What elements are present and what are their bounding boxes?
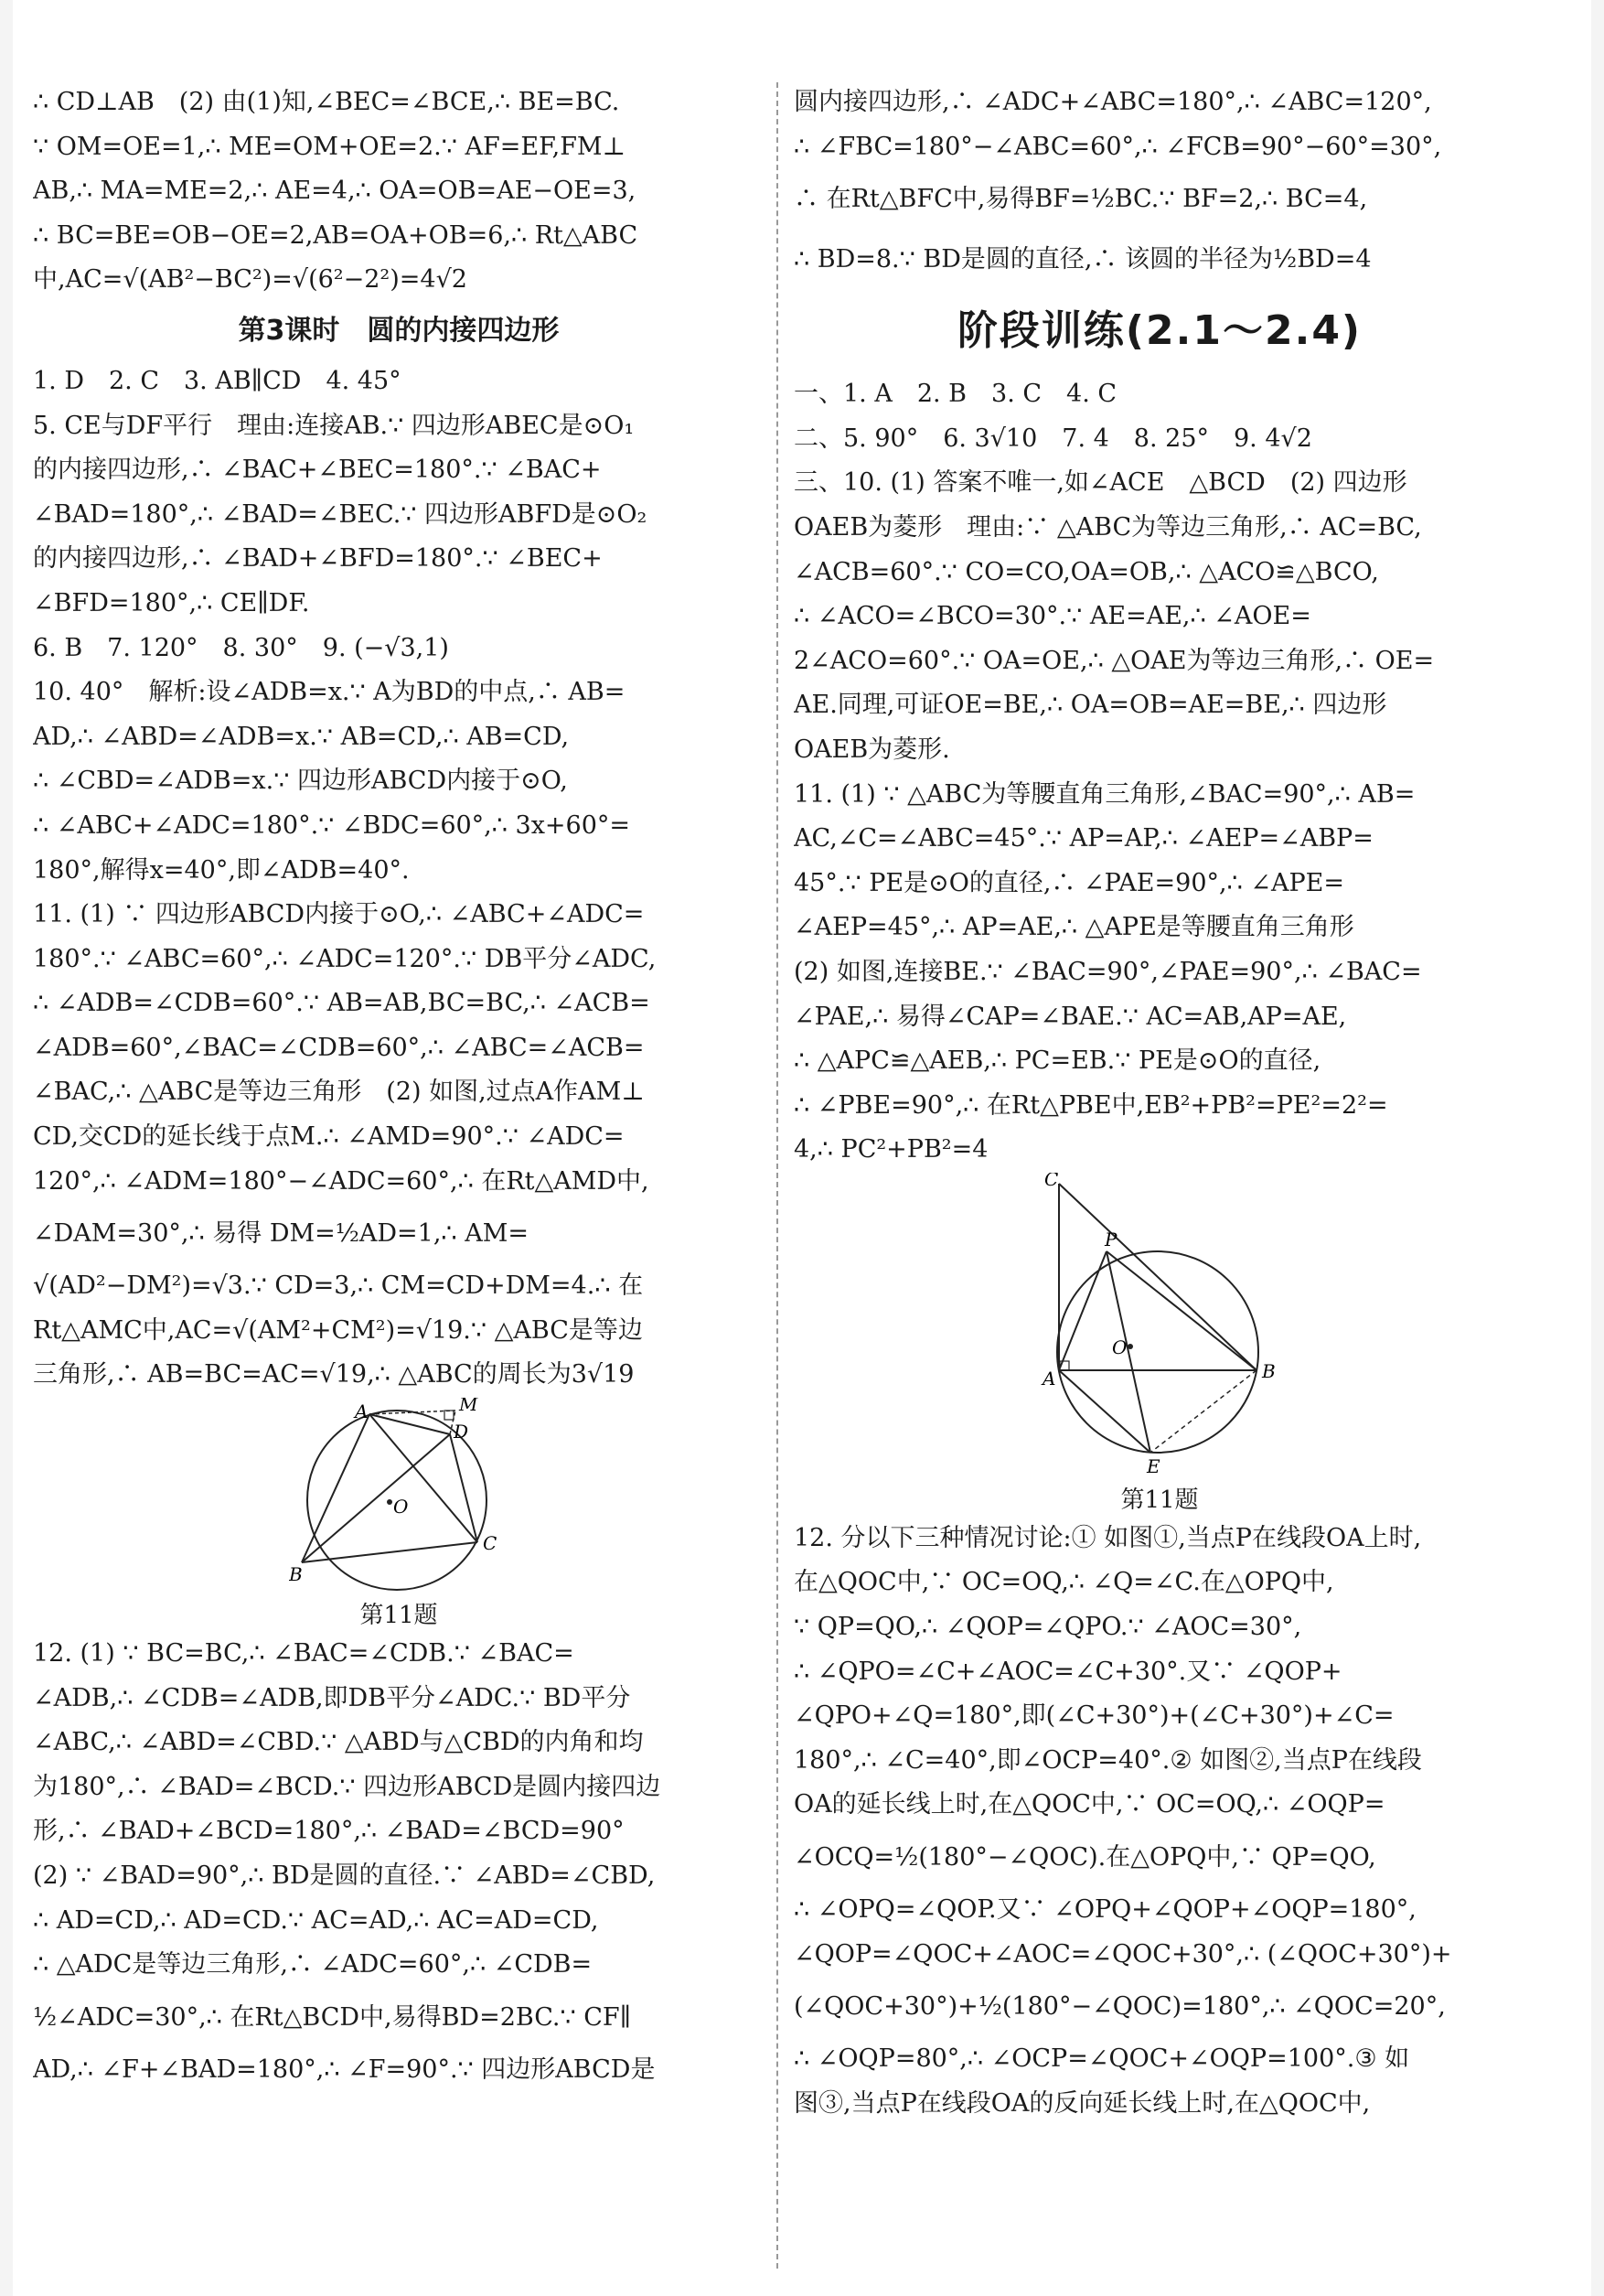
right-column — [794, 80, 1525, 2278]
text-line: 一、1. A 2. B 3. C 4. C — [794, 380, 1117, 409]
figure-label: C — [1044, 1172, 1059, 1190]
text-line: ∠ABC,∴ ∠ABD=∠CBD.∵ △ABD与△CBD的内角和均 — [33, 1728, 644, 1757]
text-line: ∠QOP=∠QOC+∠AOC=∠QOC+30°,∴ (∠QOC+30°)+ — [794, 1939, 1452, 1969]
circle-triangle-figure — [1032, 1173, 1288, 1484]
figure-label: B — [289, 1563, 303, 1586]
text-line: √(AD²−DM²)=√3.∵ CD=3,∴ CM=CD+DM=4.∴ 在 — [33, 1271, 644, 1301]
text-line: ∠ACB=60°.∵ CO=CO,OA=OB,∴ △ACO≌△BCO, — [794, 557, 1379, 586]
text-line: ∠ADB=60°,∠BAC=∠CDB=60°,∴ ∠ABC=∠ACB= — [33, 1033, 645, 1062]
text-line: 形,∴ ∠BAD+∠BCD=180°,∴ ∠BAD=∠BCD=90° — [33, 1817, 625, 1846]
left-block-4 — [33, 1632, 765, 2092]
text-line: (2) 如图,连接BE.∵ ∠BAC=90°,∠PAE=90°,∴ ∠BAC= — [794, 957, 1422, 986]
text-line: 在△QOC中,∵ OC=OQ,∴ ∠Q=∠C.在△OPQ中, — [794, 1568, 1334, 1597]
figure-label: O — [1112, 1336, 1128, 1358]
cyclic-quadrilateral-figure — [289, 1398, 508, 1599]
text-line: 二、5. 90° 6. 3√10 7. 4 8. 25° 9. 4√2 — [794, 424, 1312, 453]
text-line: ∴ ∠ABC+∠ADC=180°.∵ ∠BDC=60°,∴ 3x+60°= — [33, 810, 631, 840]
text-line: 为180°,∴ ∠BAD=∠BCD.∵ 四边形ABCD是圆内接四边 — [33, 1772, 661, 1801]
text-line: 中,AC=√(AB²−BC²)=√(6²−2²)=4√2 — [33, 265, 467, 295]
text-line: ½∠ADC=30°,∴ 在Rt△BCD中,易得BD=2BC.∵ CF∥ — [33, 2002, 632, 2032]
text-line: 6. B 7. 120° 8. 30° 9. (−√3,1) — [33, 633, 449, 662]
text-line: (2) ∵ ∠BAD=90°,∴ BD是圆的直径.∵ ∠ABD=∠CBD, — [33, 1861, 656, 1890]
text-line: AB,∴ MA=ME=2,∴ AE=4,∴ OA=OB=AE−OE=3, — [33, 177, 636, 206]
figure-label: A — [1043, 1367, 1056, 1389]
page-edge-left — [0, 0, 13, 2296]
text-line: 1. D 2. C 3. AB∥CD 4. 45° — [33, 366, 401, 395]
text-line: ∴ △ADC是等边三角形,∴ ∠ADC=60°,∴ ∠CDB= — [33, 1950, 593, 1979]
figure-right — [794, 1173, 1525, 1517]
text-line: ∠BAD=180°,∴ ∠BAD=∠BEC.∵ 四边形ABFD是⊙O₂ — [33, 499, 647, 529]
text-line: 图③,当点P在线段OA的反向延长线上时,在△QOC中, — [794, 2088, 1371, 2118]
figure-left — [33, 1398, 765, 1632]
text-line: ∴ ∠ACO=∠BCO=30°.∵ AE=AE,∴ ∠AOE= — [794, 602, 1311, 631]
text-line: OAEB为菱形. — [794, 735, 950, 764]
page-edge-right — [1591, 0, 1604, 2296]
right-block-3 — [794, 1517, 1525, 2127]
figure-label: E — [1147, 1454, 1160, 1477]
text-line: AD,∴ ∠F+∠BAD=180°,∴ ∠F=90°.∵ 四边形ABCD是 — [33, 2055, 656, 2084]
text-line: ∴ BC=BE=OB−OE=2,AB=OA+OB=6,∴ Rt△ABC — [33, 220, 638, 250]
figure-label: C — [483, 1532, 497, 1555]
text-line: ∠PAE,∴ 易得∠CAP=∠BAE.∵ AC=AB,AP=AE, — [794, 1002, 1347, 1031]
text-line: ∠BAC,∴ △ABC是等边三角形 (2) 如图,过点A作AM⊥ — [33, 1078, 645, 1107]
figure-label: O — [393, 1496, 409, 1518]
text-line: ∠BFD=180°,∴ CE∥DF. — [33, 588, 310, 617]
figure-label: M — [459, 1398, 478, 1416]
right-block-1 — [794, 80, 1525, 290]
text-line: ∴ ∠FBC=180°−∠ABC=60°,∴ ∠FCB=90°−60°=30°, — [794, 132, 1442, 161]
text-line: ∴ CD⊥AB (2) 由(1)知,∠BEC=∠BCE,∴ BE=BC. — [33, 88, 620, 116]
text-line: ∴ BD=8.∵ BD是圆的直径,∴ 该圆的半径为½BD=4 — [794, 245, 1372, 274]
text-line: ∴ ∠PBE=90°,∴ 在Rt△PBE中,EB²+PB²=PE²=2²= — [794, 1090, 1388, 1120]
figure-caption: 第11题 — [359, 1602, 438, 1630]
text-line: ∴ 在Rt△BFC中,易得BF=½BC.∵ BF=2,∴ BC=4, — [794, 185, 1368, 214]
section-heading: 第3课时 圆的内接四边形 — [238, 314, 560, 347]
text-line: ∴ ∠CBD=∠ADB=x.∵ 四边形ABCD内接于⊙O, — [33, 767, 568, 796]
text-line: 12. (1) ∵ BC=BC,∴ ∠BAC=∠CDB.∵ ∠BAC= — [33, 1639, 574, 1668]
figure-caption: 第11题 — [1120, 1486, 1199, 1514]
text-line: 2∠ACO=60°.∵ OA=OE,∴ △OAE为等边三角形,∴ OE= — [794, 646, 1435, 675]
left-block-1 — [33, 80, 765, 303]
text-line: 45°.∵ PE是⊙O的直径,∴ ∠PAE=90°,∴ ∠APE= — [794, 868, 1344, 897]
text-line: ∴ ∠OPQ=∠QOP.又∵ ∠OPQ+∠QOP+∠OQP=180°, — [794, 1895, 1417, 1925]
text-line: OA的延长线上时,在△QOC中,∵ OC=OQ,∴ ∠OQP= — [794, 1790, 1385, 1819]
text-line: 12. 分以下三种情况讨论:① 如图①,当点P在线段OA上时, — [794, 1523, 1422, 1552]
text-line: 180°.∵ ∠ABC=60°,∴ ∠ADC=120°.∵ DB平分∠ADC, — [33, 944, 657, 973]
text-line: 180°,∴ ∠C=40°,即∠OCP=40°.② 如图②,当点P在线段 — [794, 1745, 1422, 1775]
text-line: ∠ADB,∴ ∠CDB=∠ADB,即DB平分∠ADC.∵ BD平分 — [33, 1683, 631, 1712]
column-divider — [776, 82, 778, 2269]
text-line: 11. (1) ∵ 四边形ABCD内接于⊙O,∴ ∠ABC+∠ADC= — [33, 900, 645, 929]
text-line: ∵ OM=OE=1,∴ ME=OM+OE=2.∵ AF=EF,FM⊥ — [33, 132, 626, 161]
figure-label: A — [355, 1400, 369, 1423]
text-line: ∴ ∠ADB=∠CDB=60°.∵ AB=AB,BC=BC,∴ ∠ACB= — [33, 989, 650, 1018]
figure-label: D — [454, 1421, 469, 1443]
right-block-2 — [794, 372, 1525, 1173]
text-line: 4,∴ PC²+PB²=4 — [794, 1135, 989, 1164]
text-line: 5. CE与DF平行 理由:连接AB.∵ 四边形ABEC是⊙O₁ — [33, 411, 635, 440]
left-block-3 — [33, 1204, 765, 1398]
figure-label: P — [1105, 1228, 1117, 1250]
text-line: 三、10. (1) 答案不唯一,如∠ACE △BCD (2) 四边形 — [794, 468, 1407, 498]
text-line: AC,∠C=∠ABC=45°.∵ AP=AP,∴ ∠AEP=∠ABP= — [794, 824, 1374, 853]
text-line: 圆内接四边形,∴ ∠ADC+∠ABC=180°,∴ ∠ABC=120°, — [794, 88, 1432, 116]
text-line: 的内接四边形,∴ ∠BAD+∠BFD=180°.∵ ∠BEC+ — [33, 544, 603, 574]
text-line: (∠QOC+30°)+½(180°−∠QOC)=180°,∴ ∠QOC=20°, — [794, 1992, 1446, 2022]
left-column — [33, 80, 765, 2278]
section-heading: 阶段训练(2.1～2.4) — [957, 307, 1363, 355]
text-line: 180°,解得x=40°,即∠ADB=40°. — [33, 855, 410, 885]
text-line: OAEB为菱形 理由:∵ △ABC为等边三角形,∴ AC=BC, — [794, 512, 1422, 542]
text-line: 11. (1) ∵ △ABC为等腰直角三角形,∠BAC=90°,∴ AB= — [794, 779, 1416, 809]
text-line: ∵ QP=QO,∴ ∠QOP=∠QPO.∵ ∠AOC=30°, — [794, 1613, 1302, 1642]
text-line: 的内接四边形,∴ ∠BAC+∠BEC=180°.∵ ∠BAC+ — [33, 456, 602, 485]
text-line: ∠DAM=30°,∴ 易得 DM=½AD=1,∴ AM= — [33, 1219, 529, 1249]
text-line: 三角形,∴ AB=BC=AC=√19,∴ △ABC的周长为3√19 — [33, 1360, 635, 1389]
text-line: 120°,∴ ∠ADM=180°−∠ADC=60°,∴ 在Rt△AMD中, — [33, 1166, 649, 1196]
text-line: ∠QPO+∠Q=180°,即(∠C+30°)+(∠C+30°)+∠C= — [794, 1701, 1395, 1731]
figure-label: B — [1262, 1359, 1276, 1382]
left-block-2 — [33, 359, 765, 1204]
text-line: ∴ △APC≌△AEB,∴ PC=EB.∵ PE是⊙O的直径, — [794, 1046, 1321, 1076]
text-line: CD,交CD的延长线于点M.∴ ∠AMD=90°.∵ ∠ADC= — [33, 1122, 625, 1152]
text-line: ∠AEP=45°,∴ AP=AE,∴ △APE是等腰直角三角形 — [794, 913, 1354, 942]
text-line: Rt△AMC中,AC=√(AM²+CM²)=√19.∵ △ABC是等边 — [33, 1315, 643, 1345]
text-line: ∴ AD=CD,∴ AD=CD.∵ AC=AD,∴ AC=AD=CD, — [33, 1905, 599, 1935]
text-line: ∴ ∠OQP=80°,∴ ∠OCP=∠QOC+∠OQP=100°.③ 如 — [794, 2044, 1410, 2074]
text-line: AE.同理,可证OE=BE,∴ OA=OB=AE=BE,∴ 四边形 — [794, 691, 1387, 720]
text-line: 10. 40° 解析:设∠ADB=x.∵ A为BD的中点,∴ AB= — [33, 678, 626, 707]
text-line: ∠OCQ=½(180°−∠QOC).在△OPQ中,∵ QP=QO, — [794, 1843, 1376, 1872]
text-line: AD,∴ ∠ABD=∠ADB=x.∵ AB=CD,∴ AB=CD, — [33, 722, 570, 751]
text-line: ∴ ∠QPO=∠C+∠AOC=∠C+30°.又∵ ∠QOP+ — [794, 1657, 1342, 1686]
